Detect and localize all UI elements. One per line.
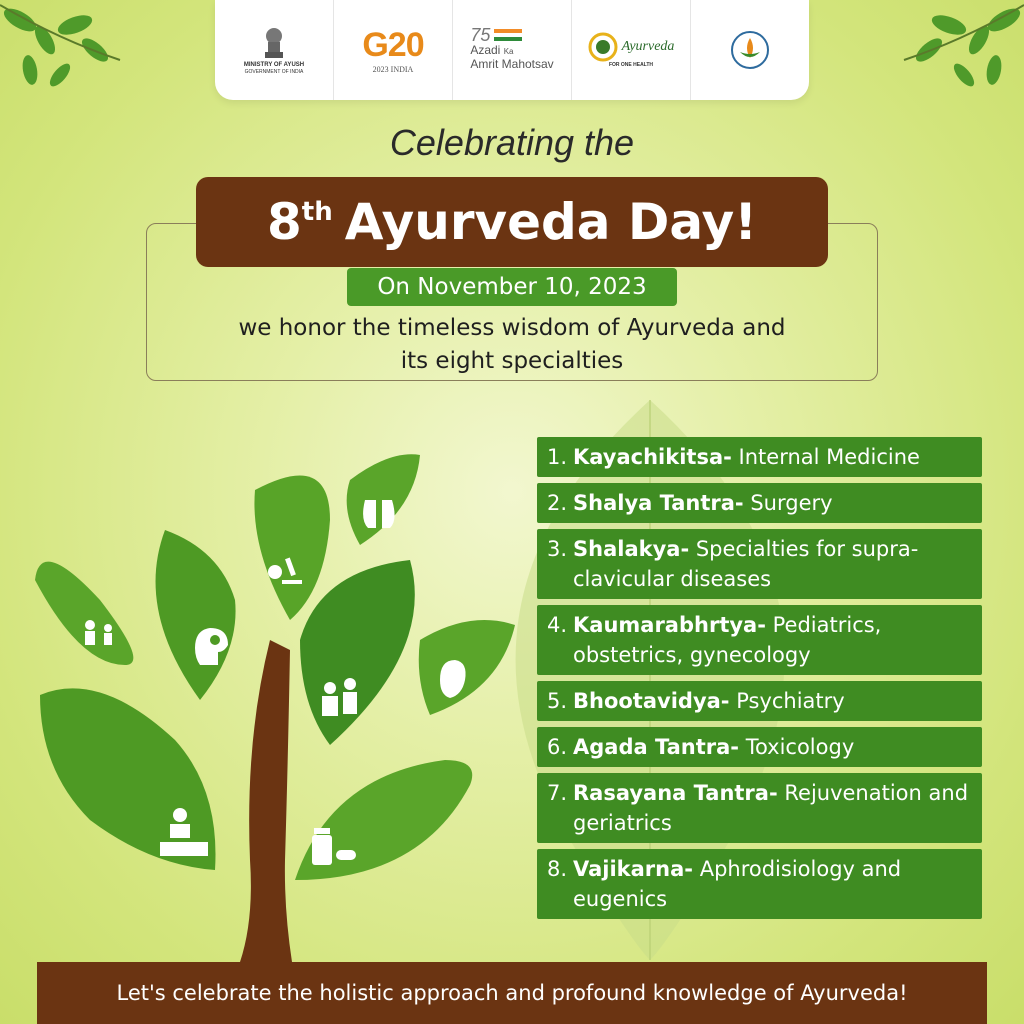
leaf-ent bbox=[419, 620, 515, 715]
specialty-item: 3. Shalakya- Specialties for supra-clavicular diseases bbox=[537, 529, 982, 599]
leaf-medicine bbox=[295, 760, 472, 880]
date-pill: On November 10, 2023 bbox=[347, 268, 677, 306]
azadi-line2: Amrit Mahotsav bbox=[470, 57, 554, 71]
logo-bar bbox=[215, 0, 809, 100]
corner-leaves-right bbox=[894, 0, 1024, 110]
ayurveda-logo bbox=[572, 0, 691, 100]
title-sup: th bbox=[301, 197, 333, 227]
title-box bbox=[196, 177, 828, 267]
specialty-item: 6. Agada Tantra- Toxicology bbox=[537, 727, 982, 767]
ayurveda-sub: FOR ONE HEALTH bbox=[608, 61, 654, 68]
ayurveda-day-logo bbox=[691, 0, 809, 100]
ayurveda-seal-icon bbox=[588, 32, 618, 62]
leaf-lungs bbox=[347, 454, 420, 545]
leaf-doctor bbox=[300, 560, 415, 745]
leaf-lab bbox=[254, 475, 330, 620]
ministry-sub: GOVERNMENT OF INDIA bbox=[244, 69, 304, 75]
specialty-item: 4. Kaumarabhrtya- Pediatrics, obstetrics, gynecology bbox=[537, 605, 982, 675]
corner-leaves-left bbox=[0, 0, 130, 110]
azadi-number: 75 bbox=[470, 25, 491, 45]
ministry-label: MINISTRY OF AYUSH bbox=[243, 62, 305, 68]
honor-line-1: we honor the timeless wisdom of Ayurveda and bbox=[238, 315, 786, 341]
honor-line-2: its eight specialties bbox=[400, 348, 624, 374]
g20-mark: G20 bbox=[362, 26, 424, 64]
tree-trunk bbox=[240, 640, 292, 962]
honor-text bbox=[150, 312, 874, 378]
flag-icon bbox=[494, 29, 522, 41]
leaf-surgery bbox=[40, 688, 216, 870]
leaf-elderly bbox=[35, 562, 133, 665]
specialty-item: 1. Kayachikitsa- Internal Medicine bbox=[537, 437, 982, 477]
leaf-brain bbox=[156, 530, 236, 700]
specialty-item: 5. Bhootavidya- Psychiatry bbox=[537, 681, 982, 721]
azadi-ka: Ka bbox=[503, 47, 514, 56]
specialty-item: 8. Vajikarna- Aphrodisiology and eugenics bbox=[537, 849, 982, 919]
title-text: Ayurveda Day! bbox=[344, 193, 758, 251]
specialty-item: 7. Rasayana Tantra- Rejuvenation and geriatrics bbox=[537, 773, 982, 843]
specialties-list bbox=[537, 437, 982, 925]
emblem-icon bbox=[259, 24, 289, 62]
lotus-icon bbox=[728, 28, 772, 72]
ministry-logo bbox=[215, 0, 334, 100]
footer-banner: Let's celebrate the holistic approach and profound knowledge of Ayurveda! bbox=[37, 962, 987, 1024]
celebrating-text: Celebrating the bbox=[389, 122, 635, 163]
ayurveda-label: Ayurveda bbox=[621, 38, 675, 54]
g20-sub: 2023 INDIA bbox=[372, 65, 414, 74]
title-num: 8 bbox=[266, 193, 302, 251]
azadi-logo bbox=[453, 0, 572, 100]
azadi-line1: Azadi bbox=[470, 43, 501, 57]
specialty-item: 2. Shalya Tantra- Surgery bbox=[537, 483, 982, 523]
g20-logo bbox=[334, 0, 453, 100]
tree-illustration bbox=[0, 440, 540, 980]
